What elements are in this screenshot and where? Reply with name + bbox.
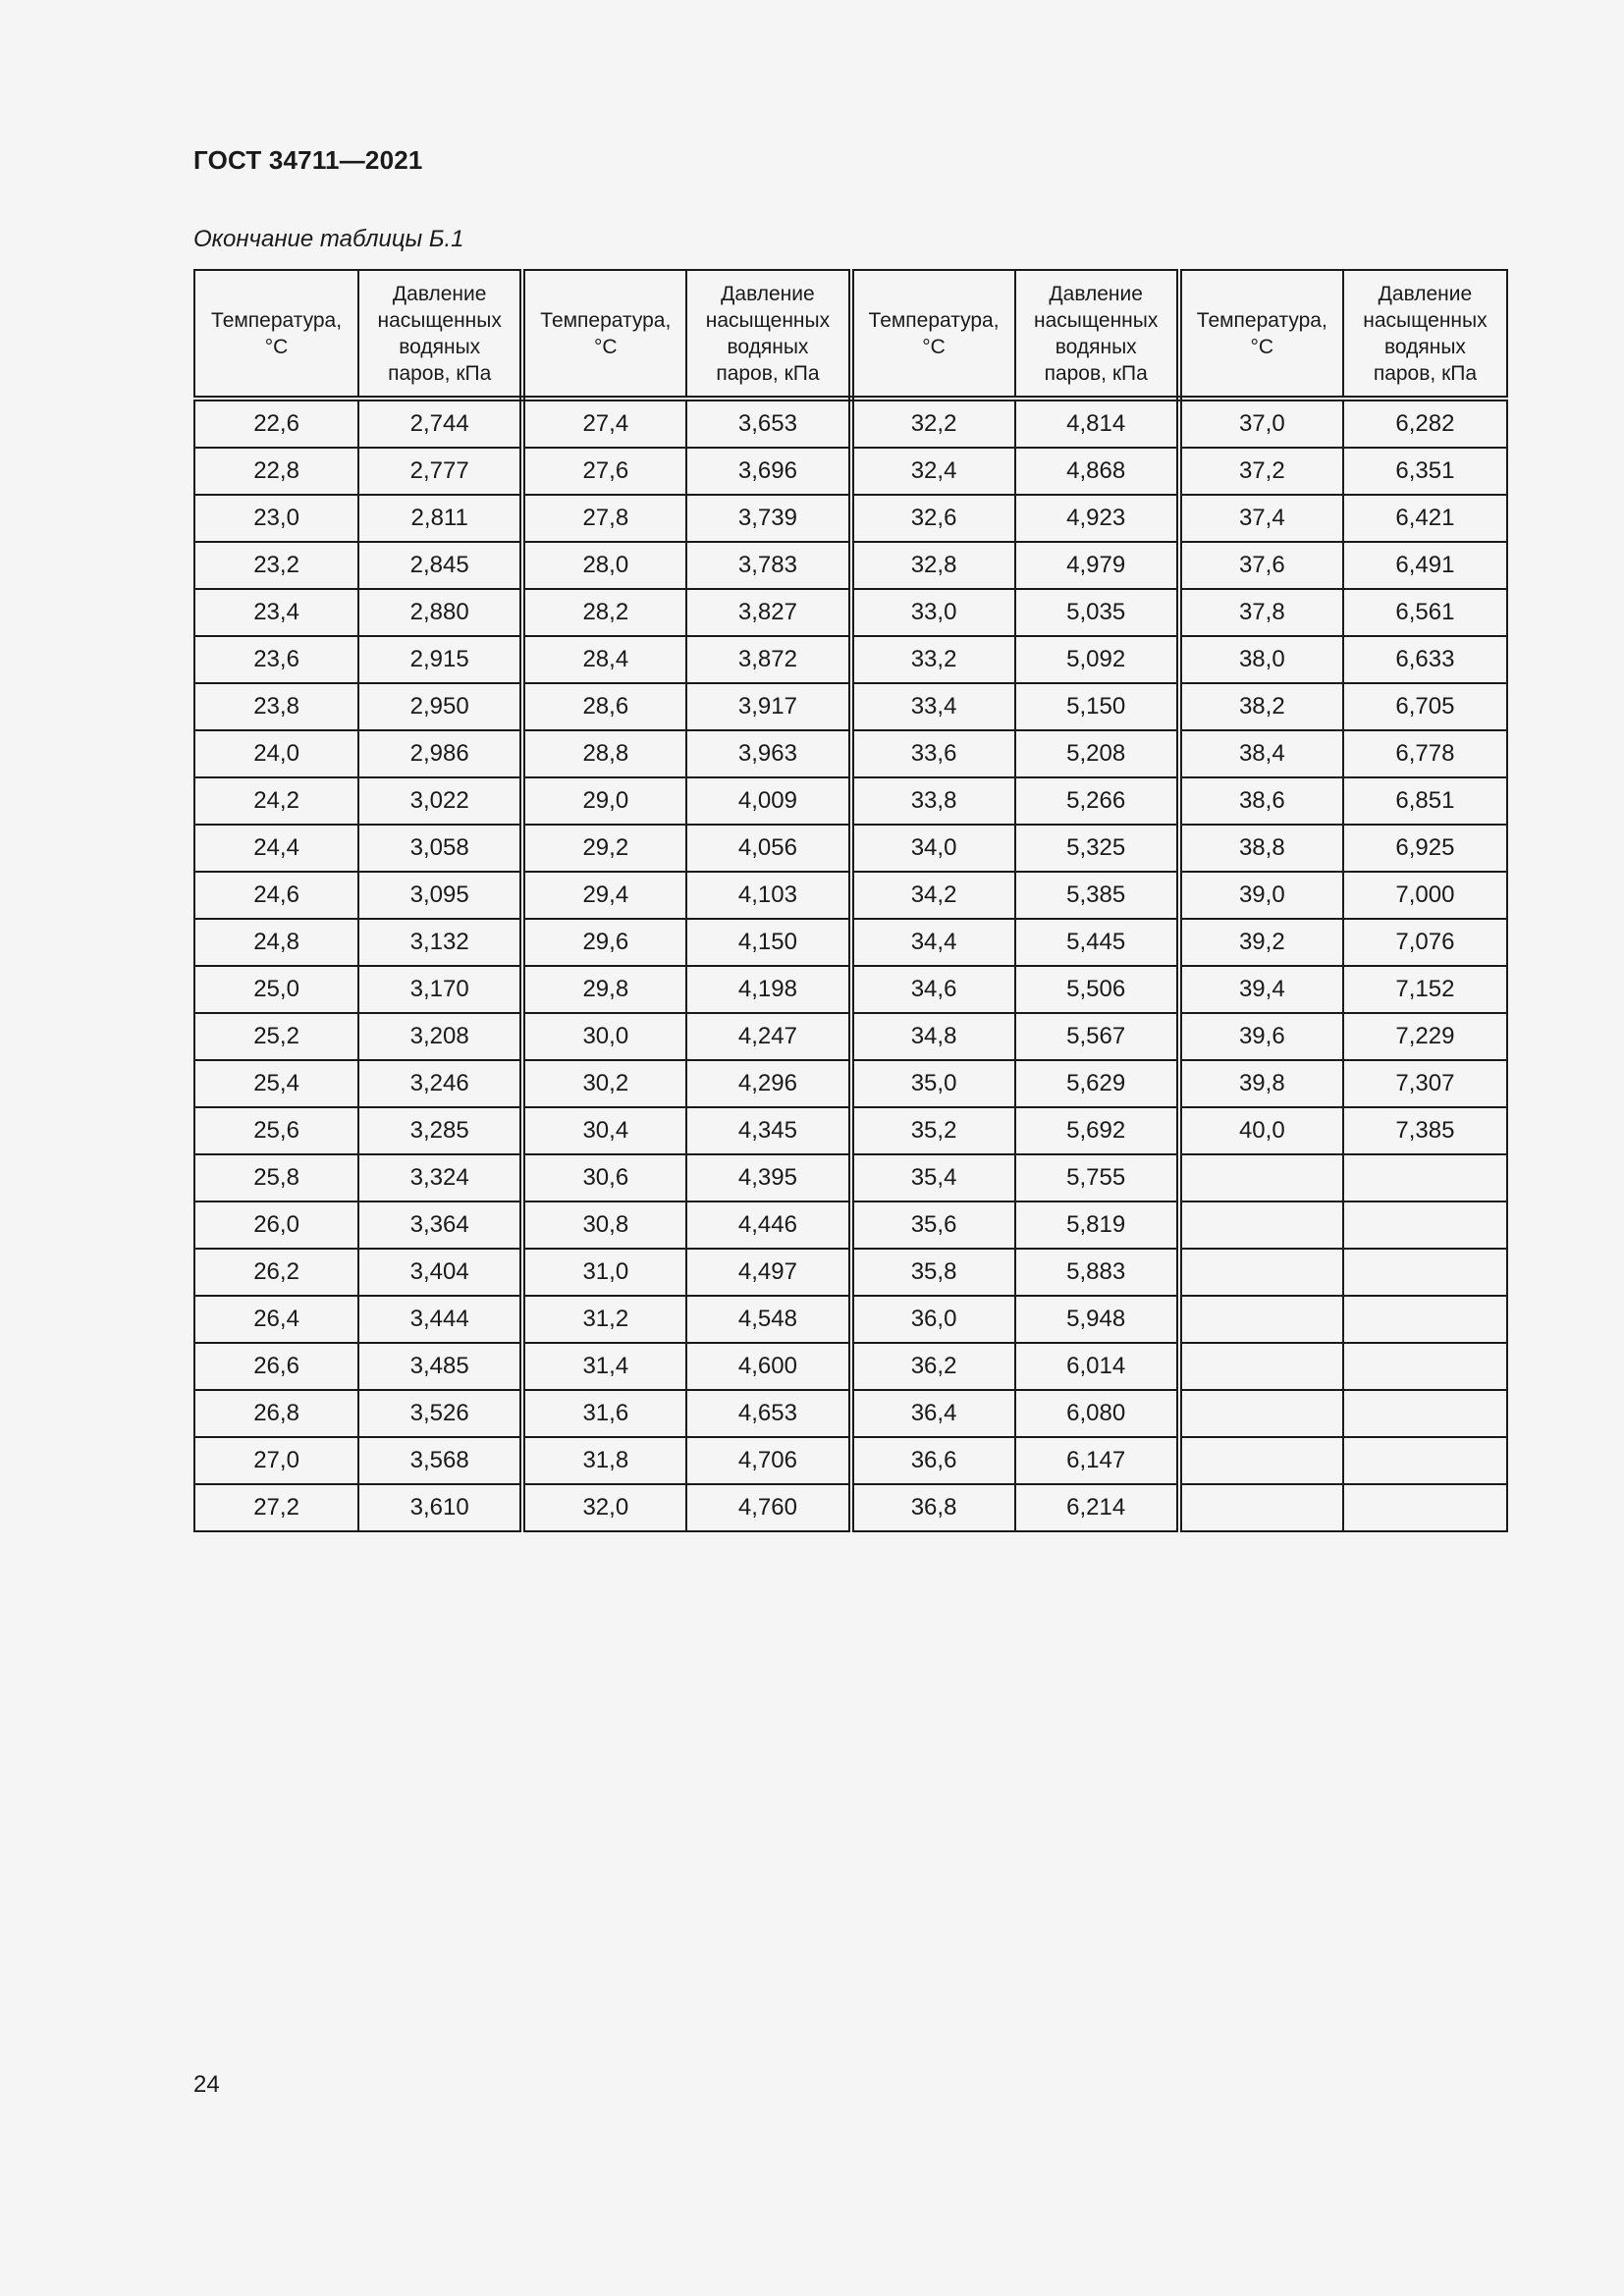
cell-pressure: 4,009 xyxy=(686,777,850,825)
cell-pressure: 4,548 xyxy=(686,1296,850,1343)
cell-temperature: 30,0 xyxy=(522,1013,686,1060)
cell-pressure xyxy=(1343,1249,1507,1296)
cell-temperature: 27,4 xyxy=(522,399,686,448)
cell-pressure: 4,923 xyxy=(1015,495,1179,542)
cell-pressure: 3,170 xyxy=(358,966,522,1013)
cell-temperature: 25,4 xyxy=(194,1060,358,1107)
column-header-temperature: Температура, °С xyxy=(851,270,1015,399)
table-row xyxy=(194,589,1507,636)
cell-pressure: 6,705 xyxy=(1343,683,1507,730)
cell-pressure: 4,296 xyxy=(686,1060,850,1107)
cell-pressure: 4,056 xyxy=(686,825,850,872)
cell-pressure xyxy=(1343,1296,1507,1343)
cell-pressure: 2,915 xyxy=(358,636,522,683)
table-row xyxy=(194,777,1507,825)
table-row xyxy=(194,448,1507,495)
cell-pressure: 7,385 xyxy=(1343,1107,1507,1154)
cell-temperature: 31,0 xyxy=(522,1249,686,1296)
cell-temperature: 28,8 xyxy=(522,730,686,777)
cell-temperature: 37,4 xyxy=(1179,495,1343,542)
cell-temperature: 39,0 xyxy=(1179,872,1343,919)
column-header-temperature: Температура, °С xyxy=(1179,270,1343,399)
cell-pressure: 3,653 xyxy=(686,399,850,448)
cell-pressure: 3,568 xyxy=(358,1437,522,1484)
cell-pressure: 5,325 xyxy=(1015,825,1179,872)
cell-pressure: 4,247 xyxy=(686,1013,850,1060)
vapor-pressure-table xyxy=(193,269,1508,1532)
cell-pressure: 2,880 xyxy=(358,589,522,636)
cell-pressure: 4,868 xyxy=(1015,448,1179,495)
cell-temperature: 40,0 xyxy=(1179,1107,1343,1154)
cell-temperature: 24,2 xyxy=(194,777,358,825)
cell-pressure: 3,208 xyxy=(358,1013,522,1060)
table-row xyxy=(194,1201,1507,1249)
cell-pressure: 7,000 xyxy=(1343,872,1507,919)
cell-pressure xyxy=(1343,1343,1507,1390)
cell-temperature: 23,2 xyxy=(194,542,358,589)
cell-pressure: 4,103 xyxy=(686,872,850,919)
cell-temperature: 25,8 xyxy=(194,1154,358,1201)
cell-pressure: 5,755 xyxy=(1015,1154,1179,1201)
cell-temperature: 28,4 xyxy=(522,636,686,683)
cell-pressure: 5,092 xyxy=(1015,636,1179,683)
cell-pressure: 2,744 xyxy=(358,399,522,448)
cell-temperature: 24,4 xyxy=(194,825,358,872)
table-caption: Окончание таблицы Б.1 xyxy=(193,226,464,252)
cell-pressure: 2,950 xyxy=(358,683,522,730)
table-row xyxy=(194,825,1507,872)
cell-temperature: 28,0 xyxy=(522,542,686,589)
cell-temperature: 22,6 xyxy=(194,399,358,448)
table-row xyxy=(194,872,1507,919)
table-row xyxy=(194,1249,1507,1296)
cell-pressure xyxy=(1343,1201,1507,1249)
cell-temperature xyxy=(1179,1343,1343,1390)
cell-pressure: 7,076 xyxy=(1343,919,1507,966)
cell-pressure: 3,827 xyxy=(686,589,850,636)
table-body xyxy=(194,399,1507,1531)
column-header-pressure: Давление насыщенных водяных паров, кПа xyxy=(358,270,522,399)
cell-pressure: 4,600 xyxy=(686,1343,850,1390)
cell-temperature xyxy=(1179,1390,1343,1437)
cell-pressure: 3,095 xyxy=(358,872,522,919)
cell-temperature: 31,2 xyxy=(522,1296,686,1343)
table-row xyxy=(194,1060,1507,1107)
cell-pressure: 3,246 xyxy=(358,1060,522,1107)
cell-pressure: 5,692 xyxy=(1015,1107,1179,1154)
cell-temperature: 30,6 xyxy=(522,1154,686,1201)
cell-temperature: 32,0 xyxy=(522,1484,686,1531)
cell-pressure: 7,307 xyxy=(1343,1060,1507,1107)
cell-temperature: 23,4 xyxy=(194,589,358,636)
cell-temperature: 28,2 xyxy=(522,589,686,636)
cell-pressure: 4,198 xyxy=(686,966,850,1013)
table-row xyxy=(194,542,1507,589)
cell-temperature: 29,4 xyxy=(522,872,686,919)
column-header-pressure: Давление насыщенных водяных паров, кПа xyxy=(1015,270,1179,399)
cell-pressure: 3,963 xyxy=(686,730,850,777)
cell-temperature: 25,6 xyxy=(194,1107,358,1154)
cell-temperature: 33,4 xyxy=(851,683,1015,730)
cell-temperature: 37,6 xyxy=(1179,542,1343,589)
cell-temperature: 23,8 xyxy=(194,683,358,730)
cell-pressure xyxy=(1343,1390,1507,1437)
column-header-pressure: Давление насыщенных водяных паров, кПа xyxy=(1343,270,1507,399)
cell-temperature: 31,6 xyxy=(522,1390,686,1437)
cell-pressure: 6,561 xyxy=(1343,589,1507,636)
document-id: ГОСТ 34711—2021 xyxy=(193,145,423,175)
cell-temperature: 31,8 xyxy=(522,1437,686,1484)
cell-pressure: 6,491 xyxy=(1343,542,1507,589)
cell-temperature: 31,4 xyxy=(522,1343,686,1390)
cell-pressure: 3,917 xyxy=(686,683,850,730)
cell-pressure: 3,783 xyxy=(686,542,850,589)
cell-pressure: 5,150 xyxy=(1015,683,1179,730)
cell-temperature: 36,4 xyxy=(851,1390,1015,1437)
cell-temperature xyxy=(1179,1201,1343,1249)
cell-pressure: 4,706 xyxy=(686,1437,850,1484)
cell-pressure: 3,739 xyxy=(686,495,850,542)
cell-pressure: 3,696 xyxy=(686,448,850,495)
table-row xyxy=(194,1013,1507,1060)
cell-pressure: 6,282 xyxy=(1343,399,1507,448)
cell-pressure: 6,147 xyxy=(1015,1437,1179,1484)
cell-temperature: 25,0 xyxy=(194,966,358,1013)
cell-pressure: 4,760 xyxy=(686,1484,850,1531)
cell-temperature: 26,0 xyxy=(194,1201,358,1249)
cell-temperature: 36,8 xyxy=(851,1484,1015,1531)
cell-pressure: 4,653 xyxy=(686,1390,850,1437)
cell-pressure: 3,132 xyxy=(358,919,522,966)
cell-pressure: 6,778 xyxy=(1343,730,1507,777)
cell-temperature: 38,6 xyxy=(1179,777,1343,825)
cell-temperature: 27,2 xyxy=(194,1484,358,1531)
cell-temperature: 32,2 xyxy=(851,399,1015,448)
cell-temperature: 34,8 xyxy=(851,1013,1015,1060)
table-row xyxy=(194,1484,1507,1531)
cell-temperature: 22,8 xyxy=(194,448,358,495)
cell-temperature: 24,0 xyxy=(194,730,358,777)
cell-temperature: 39,4 xyxy=(1179,966,1343,1013)
cell-pressure: 5,035 xyxy=(1015,589,1179,636)
cell-pressure: 3,022 xyxy=(358,777,522,825)
cell-pressure: 3,444 xyxy=(358,1296,522,1343)
cell-pressure: 4,446 xyxy=(686,1201,850,1249)
header-row xyxy=(194,270,1507,399)
cell-temperature: 30,2 xyxy=(522,1060,686,1107)
cell-temperature: 39,8 xyxy=(1179,1060,1343,1107)
cell-temperature: 34,2 xyxy=(851,872,1015,919)
table-row xyxy=(194,1390,1507,1437)
page-number: 24 xyxy=(193,2071,220,2098)
cell-temperature: 34,6 xyxy=(851,966,1015,1013)
cell-pressure: 3,058 xyxy=(358,825,522,872)
cell-pressure: 2,986 xyxy=(358,730,522,777)
cell-temperature xyxy=(1179,1154,1343,1201)
table-head xyxy=(194,270,1507,399)
table-row xyxy=(194,1437,1507,1484)
cell-pressure: 2,811 xyxy=(358,495,522,542)
cell-pressure: 2,845 xyxy=(358,542,522,589)
cell-temperature xyxy=(1179,1437,1343,1484)
cell-pressure: 6,633 xyxy=(1343,636,1507,683)
cell-temperature: 35,2 xyxy=(851,1107,1015,1154)
table-row xyxy=(194,730,1507,777)
cell-pressure: 5,445 xyxy=(1015,919,1179,966)
cell-pressure: 4,979 xyxy=(1015,542,1179,589)
cell-pressure: 6,014 xyxy=(1015,1343,1179,1390)
cell-pressure: 3,364 xyxy=(358,1201,522,1249)
cell-pressure: 4,395 xyxy=(686,1154,850,1201)
cell-temperature: 38,8 xyxy=(1179,825,1343,872)
column-header-pressure: Давление насыщенных водяных паров, кПа xyxy=(686,270,850,399)
cell-temperature: 39,2 xyxy=(1179,919,1343,966)
cell-pressure: 4,497 xyxy=(686,1249,850,1296)
cell-temperature: 36,0 xyxy=(851,1296,1015,1343)
cell-pressure: 3,324 xyxy=(358,1154,522,1201)
cell-temperature: 36,2 xyxy=(851,1343,1015,1390)
cell-temperature: 26,6 xyxy=(194,1343,358,1390)
cell-pressure: 5,883 xyxy=(1015,1249,1179,1296)
cell-pressure: 5,629 xyxy=(1015,1060,1179,1107)
cell-temperature: 26,8 xyxy=(194,1390,358,1437)
column-header-temperature: Температура, °С xyxy=(194,270,358,399)
cell-pressure xyxy=(1343,1484,1507,1531)
cell-pressure: 5,819 xyxy=(1015,1201,1179,1249)
cell-pressure: 3,404 xyxy=(358,1249,522,1296)
cell-temperature: 35,8 xyxy=(851,1249,1015,1296)
cell-temperature: 32,6 xyxy=(851,495,1015,542)
cell-temperature: 23,6 xyxy=(194,636,358,683)
cell-temperature: 28,6 xyxy=(522,683,686,730)
cell-temperature: 29,2 xyxy=(522,825,686,872)
cell-temperature: 33,8 xyxy=(851,777,1015,825)
table-row xyxy=(194,495,1507,542)
cell-temperature: 38,4 xyxy=(1179,730,1343,777)
cell-pressure: 5,208 xyxy=(1015,730,1179,777)
cell-temperature: 27,8 xyxy=(522,495,686,542)
table-row xyxy=(194,919,1507,966)
cell-pressure: 6,080 xyxy=(1015,1390,1179,1437)
cell-pressure: 2,777 xyxy=(358,448,522,495)
table-container xyxy=(193,269,1508,1532)
cell-temperature: 37,8 xyxy=(1179,589,1343,636)
table-row xyxy=(194,683,1507,730)
cell-pressure: 4,150 xyxy=(686,919,850,966)
cell-temperature: 23,0 xyxy=(194,495,358,542)
cell-temperature: 24,8 xyxy=(194,919,358,966)
cell-pressure: 3,485 xyxy=(358,1343,522,1390)
cell-pressure: 4,345 xyxy=(686,1107,850,1154)
cell-temperature: 35,0 xyxy=(851,1060,1015,1107)
cell-temperature: 36,6 xyxy=(851,1437,1015,1484)
cell-pressure: 7,152 xyxy=(1343,966,1507,1013)
cell-temperature xyxy=(1179,1249,1343,1296)
table-row xyxy=(194,1154,1507,1201)
cell-temperature: 27,0 xyxy=(194,1437,358,1484)
cell-pressure: 3,610 xyxy=(358,1484,522,1531)
table-row xyxy=(194,399,1507,448)
cell-temperature: 33,6 xyxy=(851,730,1015,777)
cell-pressure: 6,351 xyxy=(1343,448,1507,495)
cell-temperature: 27,6 xyxy=(522,448,686,495)
cell-temperature: 38,2 xyxy=(1179,683,1343,730)
cell-temperature: 39,6 xyxy=(1179,1013,1343,1060)
cell-pressure: 4,814 xyxy=(1015,399,1179,448)
cell-temperature: 24,6 xyxy=(194,872,358,919)
cell-temperature: 26,4 xyxy=(194,1296,358,1343)
cell-pressure: 5,948 xyxy=(1015,1296,1179,1343)
cell-temperature: 30,8 xyxy=(522,1201,686,1249)
cell-pressure: 3,872 xyxy=(686,636,850,683)
cell-temperature: 35,4 xyxy=(851,1154,1015,1201)
cell-temperature xyxy=(1179,1484,1343,1531)
cell-temperature: 37,2 xyxy=(1179,448,1343,495)
cell-temperature: 34,4 xyxy=(851,919,1015,966)
table-row xyxy=(194,1107,1507,1154)
cell-temperature: 30,4 xyxy=(522,1107,686,1154)
cell-pressure xyxy=(1343,1154,1507,1201)
cell-temperature: 37,0 xyxy=(1179,399,1343,448)
column-header-temperature: Температура, °С xyxy=(522,270,686,399)
table-row xyxy=(194,636,1507,683)
table-row xyxy=(194,1296,1507,1343)
cell-temperature: 38,0 xyxy=(1179,636,1343,683)
table-row xyxy=(194,966,1507,1013)
cell-pressure xyxy=(1343,1437,1507,1484)
cell-temperature: 33,0 xyxy=(851,589,1015,636)
cell-temperature: 35,6 xyxy=(851,1201,1015,1249)
cell-pressure: 6,851 xyxy=(1343,777,1507,825)
cell-temperature: 26,2 xyxy=(194,1249,358,1296)
cell-pressure: 3,526 xyxy=(358,1390,522,1437)
cell-temperature: 34,0 xyxy=(851,825,1015,872)
cell-pressure: 5,567 xyxy=(1015,1013,1179,1060)
cell-temperature xyxy=(1179,1296,1343,1343)
cell-pressure: 6,214 xyxy=(1015,1484,1179,1531)
cell-pressure: 7,229 xyxy=(1343,1013,1507,1060)
cell-temperature: 32,8 xyxy=(851,542,1015,589)
cell-temperature: 29,8 xyxy=(522,966,686,1013)
cell-pressure: 3,285 xyxy=(358,1107,522,1154)
cell-temperature: 29,6 xyxy=(522,919,686,966)
cell-temperature: 29,0 xyxy=(522,777,686,825)
table-row xyxy=(194,1343,1507,1390)
cell-pressure: 6,925 xyxy=(1343,825,1507,872)
cell-pressure: 5,385 xyxy=(1015,872,1179,919)
cell-temperature: 32,4 xyxy=(851,448,1015,495)
cell-pressure: 5,506 xyxy=(1015,966,1179,1013)
cell-pressure: 5,266 xyxy=(1015,777,1179,825)
cell-temperature: 25,2 xyxy=(194,1013,358,1060)
cell-pressure: 6,421 xyxy=(1343,495,1507,542)
cell-temperature: 33,2 xyxy=(851,636,1015,683)
